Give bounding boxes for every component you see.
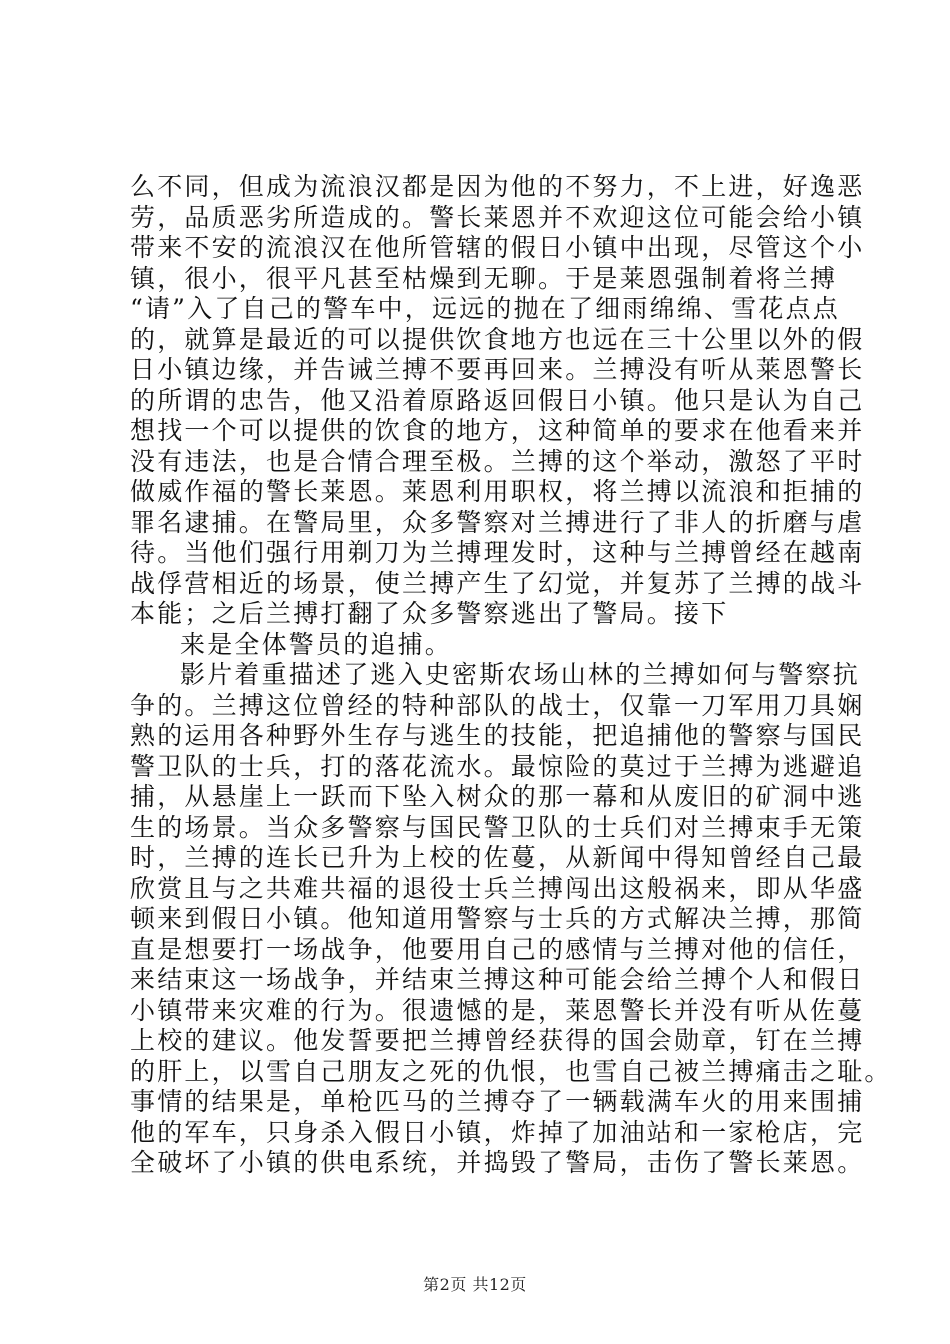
- text-line: 没有违法，也是合情合理至极。兰搏的这个举动，激怒了平时: [130, 446, 865, 476]
- text-line: 罪名逮捕。在警局里，众多警察对兰搏进行了非人的折磨与虐: [130, 507, 865, 537]
- body-text: [130, 172, 892, 1179]
- text-line: 本能；之后兰搏打翻了众多警察逃出了警局。接下: [130, 599, 729, 628]
- text-line: 事情的结果是，单枪匹马的兰搏夺了一辆载满车火的用来围捕: [130, 1087, 865, 1116]
- text-line: 时，兰搏的连长已升为上校的佐蔓，从新闻中得知曾经自己最: [130, 843, 865, 872]
- text-line: 上校的建议。他发誓要把兰搏曾经获得的国会勋章，钉在兰搏: [130, 1026, 865, 1055]
- text-line: 全破坏了小镇的供电系统，并捣毁了警局，击伤了警长莱恩。: [130, 1148, 865, 1177]
- text-line: 他的军车，只身杀入假日小镇，炸掉了加油站和一家枪店，完: [130, 1117, 865, 1147]
- text-line: 警卫队的士兵，打的落花流水。最惊险的莫过于兰搏为逃避追: [130, 751, 865, 781]
- text-line: 么不同，但成为流浪汉都是因为他的不努力，不上进，好逸恶: [130, 172, 865, 201]
- text-line: 想找一个可以提供的饮食的地方，这种简单的要求在他看来并: [130, 416, 865, 445]
- text-line: 影片着重描述了逃入史密斯农场山林的兰搏如何与警察抗: [180, 660, 861, 689]
- text-line: 战俘营相近的场景，使兰搏产生了幻觉，并复苏了兰搏的战斗: [130, 568, 865, 598]
- text-line: 熟的运用各种野外生存与逃生的技能，把追捕他的警察与国民: [130, 721, 865, 750]
- text-line: 小镇带来灾难的行为。很遗憾的是，莱恩警长并没有听从佐蔓: [130, 995, 865, 1025]
- text-line: 生的场景。当众多警察与国民警卫队的士兵们对兰搏束手无策: [130, 812, 865, 842]
- text-line: 的肝上，以雪自己朋友之死的仇恨，也雪自己被兰搏痛击之耻。: [130, 1056, 892, 1086]
- text-line: 镇，很小，很平凡甚至枯燥到无聊。于是莱恩强制着将兰搏: [130, 263, 838, 293]
- text-line: 来结束这一场战争，并结束兰搏这种可能会给兰搏个人和假日: [130, 965, 865, 994]
- text-line: 日小镇边缘，并告诫兰搏不要再回来。兰搏没有听从莱恩警长: [130, 355, 865, 384]
- text-line: “请”入了自己的警车中，远远的抛在了细雨绵绵、雪花点点: [130, 294, 840, 323]
- text-line: 来是全体警员的追捕。: [180, 629, 453, 659]
- text-line: 欣赏且与之共难共福的退役士兵兰搏闯出这般祸来，即从华盛: [130, 873, 865, 903]
- text-line: 的所谓的忠告，他又沿着原路返回假日小镇。他只是认为自己: [130, 385, 865, 415]
- text-line: 做威作福的警长莱恩。莱恩利用职权，将兰搏以流浪和拒捕的: [130, 477, 865, 506]
- text-line: 的，就算是最近的可以提供饮食地方也远在三十公里以外的假: [130, 324, 865, 354]
- text-line: 顿来到假日小镇。他知道用警察与士兵的方式解决兰搏，那简: [130, 904, 865, 933]
- page-footer: 第2页 共12页: [423, 1275, 527, 1294]
- text-line: 劳，品质恶劣所造成的。警长莱恩并不欢迎这位可能会给小镇: [130, 202, 865, 232]
- text-line: 捕，从悬崖上一跃而下坠入树众的那一幕和从废旧的矿洞中逃: [130, 782, 865, 811]
- text-line: 争的。兰搏这位曾经的特种部队的战士，仅靠一刀军用刀具娴: [130, 690, 865, 720]
- text-line: 直是想要打一场战争，他要用自己的感情与兰搏对他的信任，: [130, 934, 865, 964]
- text-line: 待。当他们强行用剃刀为兰搏理发时，这种与兰搏曾经在越南: [130, 538, 865, 567]
- text-line: 带来不安的流浪汉在他所管辖的假日小镇中出现，尽管这个小: [130, 233, 865, 262]
